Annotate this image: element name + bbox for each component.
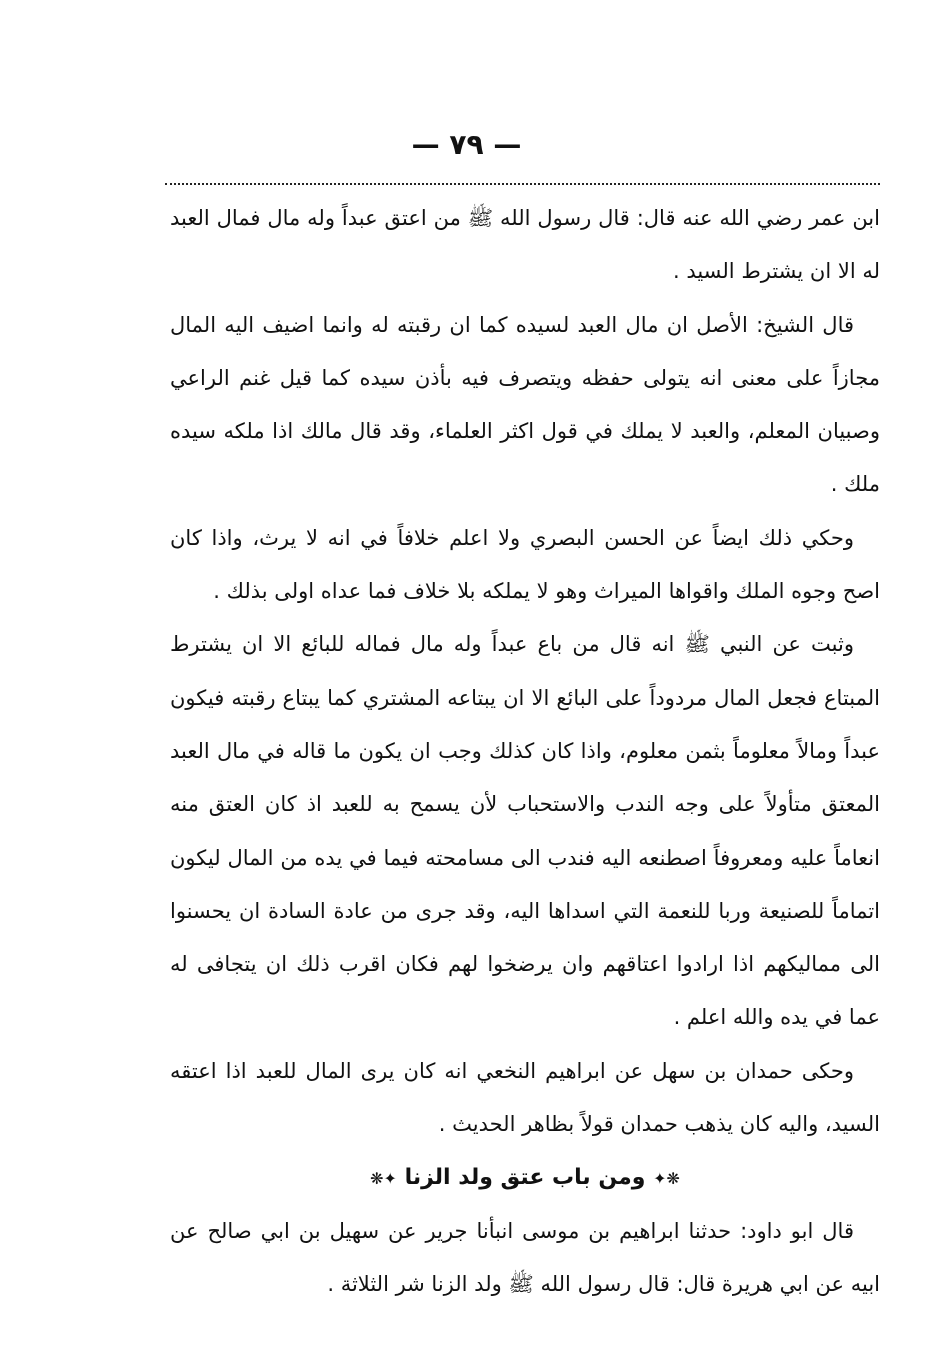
page-number: — ٧٩ — [411,128,522,161]
header-rule [165,183,880,185]
paragraph-abu-dawud: قال ابو داود: حدثنا ابراهيم بن موسى انبأنا جرير عن سهيل بن ابي صالح عن ابيه عن ابي هريرة قال: قال رسول الله ﷺ ولد الزنا شر الثلاثة . [170,1218,880,1297]
section-heading [170,1151,880,1205]
paragraph-hamdan: وحكى حمدان بن سهل عن ابراهيم النخعي انه كان يرى المال للعبد اذا اعتقه السيد، واليه كان يذهب حمدان قولاً بظاهر الحديث . [170,1058,880,1137]
paragraph-hadith-ibn-umar: ابن عمر رضي الله عنه قال: قال رسول الله ﷺ من اعتق عبداً وله مال فمال العبد له الا ان يشترط السيد . [170,206,880,284]
ornament-left-icon: ✦❋ [370,1168,397,1188]
paragraph-prophet-saying: وثبت عن النبي ﷺ انه قال من باع عبداً وله مال فماله للبائع الا ان يشترط المبتاع فجعل المال مردوداً على البائع الا ان يبتاعه المشتري كما يبتاع رقبته فيكون عبداً ومالاً معلوماً بثمن معلوم، واذا كان كذلك وجب ان يكون ما قاله في مال العبد المعتق متأولاً على وجه الندب والاستحباب لأن يسمح به للعبد اذ كان العتق منه انعاماً عليه ومعروفاً اصطنعه اليه فندب الى مسامحته فيما في يده من المال ليكون اتماماً للصنيعة وربا للنعمة التي اسداها اليه، وقد جرى من عادة السادة ان يحسنوا الى مماليكهم اذا ارادوا اعتاقهم وان يرضخوا لهم فكان اقرب ذلك ان يتجافى له عما في يده والله اعلم . [170,632,880,1030]
paragraph-hasan-basri: وحكي ذلك ايضاً عن الحسن البصري ولا اعلم خلافاً في انه لا يرث، واذا كان اصح وجوه الملك واقواها الميراث وهو لا يملكه بلا خلاف فما عداه اولى بذلك . [170,525,880,604]
paragraph-sheikh-comment: قال الشيخ: الأصل ان مال العبد لسيده كما ان رقبته له وانما اضيف اليه المال مجازاً على معنى انه يتولى حفظه ويتصرف فيه بأذن سيده كما قيل غنم الراعي وصبيان المعلم، والعبد لا يملك في قول اكثر العلماء، وقد قال مالك اذا ملكه سيده ملك . [170,312,880,497]
main-text [170,192,880,1312]
section-heading-text: ومن باب عتق ولد الزنا [404,1165,646,1191]
ornament-right-icon: ❋✦ [653,1168,680,1188]
